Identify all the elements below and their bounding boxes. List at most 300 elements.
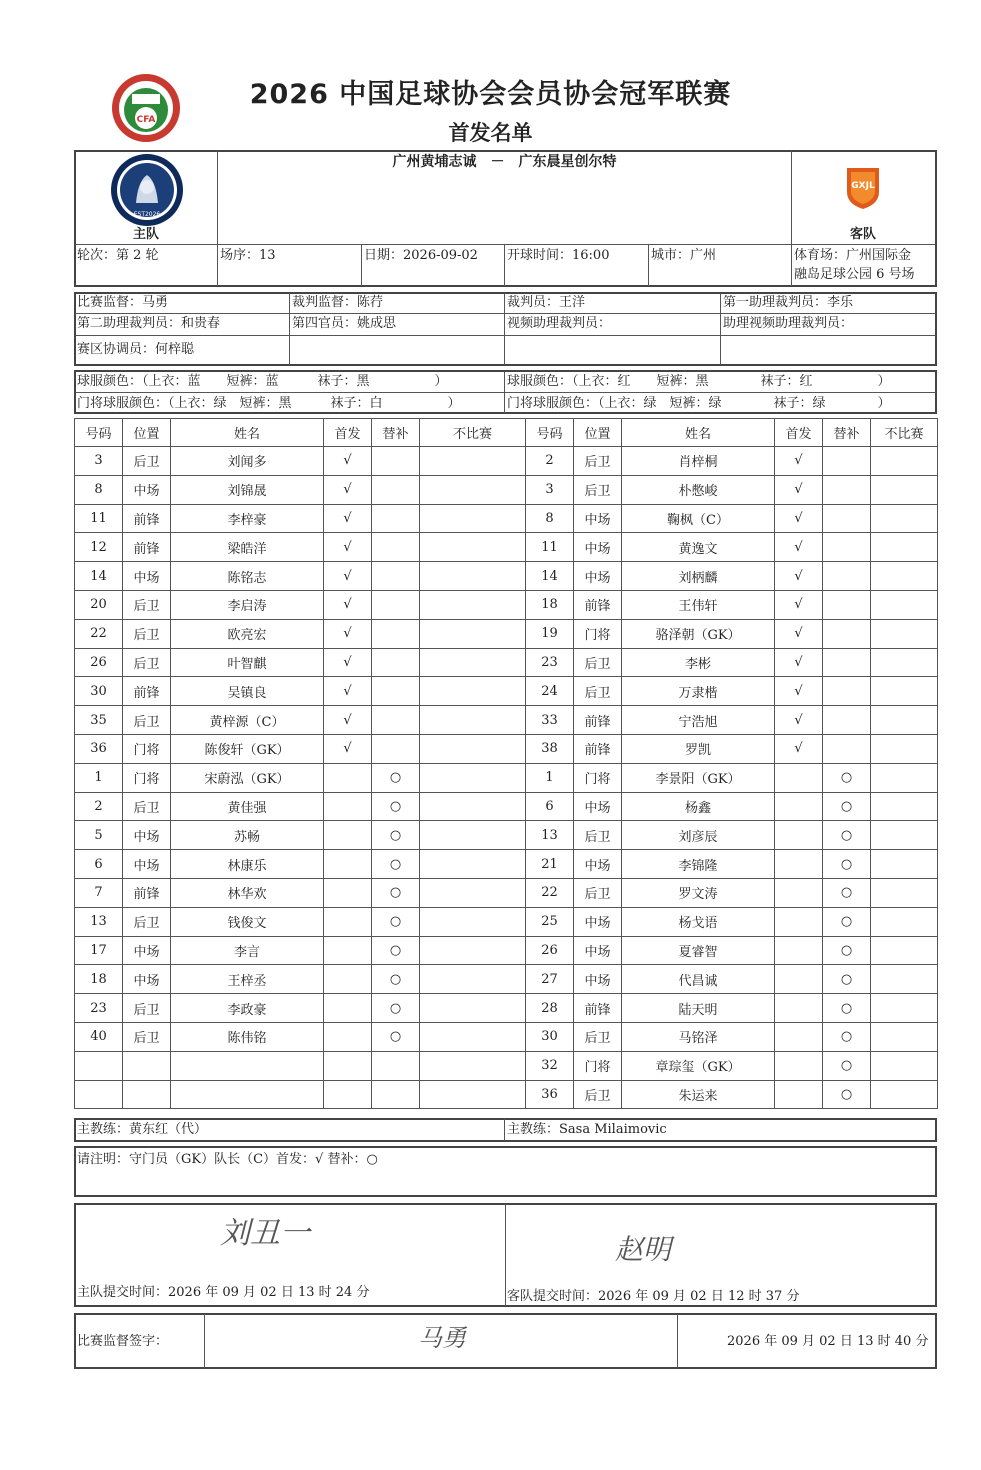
note-text: 请注明：守门员（GK）队长（C）首发：√ 替补：○ [77, 1152, 378, 1167]
player-number: 13 [75, 907, 123, 936]
player-sub: ○ [372, 994, 420, 1023]
player-sub [372, 706, 420, 735]
player-name: 欧亮宏 [171, 619, 324, 648]
player-name: 李梓豪 [171, 504, 324, 533]
player-sub [823, 590, 871, 619]
player-number: 3 [526, 475, 574, 504]
player-position: 前锋 [574, 734, 622, 763]
away-col-position: 位置 [574, 419, 622, 447]
player-starter: √ [775, 706, 823, 735]
player-starter [775, 878, 823, 907]
player-not-playing [871, 619, 938, 648]
player-name: 宁浩旭 [622, 706, 775, 735]
player-sub: ○ [823, 907, 871, 936]
player-name: 林华欢 [171, 878, 324, 907]
player-number [75, 1051, 123, 1080]
player-number: 26 [75, 648, 123, 677]
table-row [75, 533, 526, 562]
player-not-playing [871, 965, 938, 994]
player-sub: ○ [823, 792, 871, 821]
player-sub [372, 475, 420, 504]
player-number: 23 [526, 648, 574, 677]
away-team-logo [843, 166, 883, 210]
home-col-name: 姓名 [171, 419, 324, 447]
player-starter: √ [775, 562, 823, 591]
player-name: 朴憋峻 [622, 475, 775, 504]
player-starter [324, 1080, 372, 1109]
player-position: 后卫 [123, 590, 171, 619]
player-starter: √ [775, 677, 823, 706]
table-row [526, 792, 938, 821]
player-sub: ○ [372, 792, 420, 821]
official-coordinator: 赛区协调员：何梓聪 [77, 342, 195, 357]
player-name: 王伟轩 [622, 590, 775, 619]
player-not-playing [420, 878, 526, 907]
table-row [526, 648, 938, 677]
player-position: 门将 [123, 734, 171, 763]
player-not-playing [871, 590, 938, 619]
player-position: 中场 [123, 850, 171, 879]
player-position: 后卫 [123, 648, 171, 677]
player-number: 11 [526, 533, 574, 562]
player-sub [823, 706, 871, 735]
player-position: 中场 [574, 965, 622, 994]
player-not-playing [871, 792, 938, 821]
match-round: 轮次：第 2 轮 [77, 248, 159, 263]
player-sub: ○ [372, 821, 420, 850]
table-row [75, 734, 526, 763]
player-position: 后卫 [574, 447, 622, 476]
table-row [75, 965, 526, 994]
player-number: 2 [75, 792, 123, 821]
player-starter: √ [775, 475, 823, 504]
player-name: 罗文涛 [622, 878, 775, 907]
player-sub: ○ [372, 1022, 420, 1051]
table-row [526, 475, 938, 504]
player-name: 吴镇良 [171, 677, 324, 706]
player-position: 后卫 [574, 878, 622, 907]
match-date: 日期：2026-09-02 [364, 248, 478, 263]
player-name: 章琮玺（GK） [622, 1051, 775, 1080]
player-not-playing [420, 590, 526, 619]
player-name: 刘闻多 [171, 447, 324, 476]
player-number: 3 [75, 447, 123, 476]
player-not-playing [871, 907, 938, 936]
player-not-playing [420, 936, 526, 965]
player-not-playing [871, 706, 938, 735]
player-number: 14 [75, 562, 123, 591]
player-sub: ○ [372, 965, 420, 994]
table-row [75, 475, 526, 504]
player-name: 代昌诚 [622, 965, 775, 994]
player-not-playing [420, 994, 526, 1023]
table-row [526, 994, 938, 1023]
player-sub [372, 1051, 420, 1080]
player-position: 后卫 [123, 619, 171, 648]
player-number: 18 [526, 590, 574, 619]
home-signature: 刘丑一 [220, 1216, 310, 1251]
player-not-playing [871, 850, 938, 879]
player-number: 1 [526, 763, 574, 792]
player-starter [775, 994, 823, 1023]
player-not-playing [871, 562, 938, 591]
player-position: 中场 [574, 533, 622, 562]
player-name [171, 1080, 324, 1109]
table-row [526, 447, 938, 476]
player-sub: ○ [823, 821, 871, 850]
player-number: 6 [526, 792, 574, 821]
table-row [75, 590, 526, 619]
player-name: 骆泽朝（GK） [622, 619, 775, 648]
player-position: 中场 [574, 562, 622, 591]
player-starter [324, 936, 372, 965]
player-not-playing [871, 475, 938, 504]
away-kit: 球服颜色：（上衣：红 短裤：黑 袜子：红 ） [507, 374, 891, 389]
table-row [75, 447, 526, 476]
player-number: 22 [75, 619, 123, 648]
player-not-playing [420, 1051, 526, 1080]
player-not-playing [420, 475, 526, 504]
player-sub: ○ [823, 994, 871, 1023]
player-sub [372, 447, 420, 476]
player-position: 后卫 [574, 648, 622, 677]
player-starter [324, 1051, 372, 1080]
player-sub: ○ [372, 907, 420, 936]
player-number: 7 [75, 878, 123, 907]
table-row [526, 936, 938, 965]
page-subtitle: 首发名单 [448, 121, 533, 145]
player-starter [775, 1080, 823, 1109]
player-name: 黄逸文 [622, 533, 775, 562]
player-sub: ○ [823, 965, 871, 994]
match-teams: 广州黄埔志诚 － 广东晨星创尔特 [392, 154, 617, 170]
player-number: 23 [75, 994, 123, 1023]
player-sub: ○ [372, 850, 420, 879]
away-col-starter: 首发 [775, 419, 823, 447]
player-number: 11 [75, 504, 123, 533]
player-starter: √ [324, 504, 372, 533]
player-not-playing [420, 677, 526, 706]
player-not-playing [871, 763, 938, 792]
player-name: 刘锦晟 [171, 475, 324, 504]
player-not-playing [871, 1080, 938, 1109]
player-name: 李政豪 [171, 994, 324, 1023]
player-position: 后卫 [123, 994, 171, 1023]
player-starter [775, 1022, 823, 1051]
player-not-playing [420, 706, 526, 735]
player-starter: √ [324, 734, 372, 763]
away-team-label: 客队 [849, 227, 876, 242]
player-position: 前锋 [123, 878, 171, 907]
away-coach: 主教练：Sasa Milaimovic [507, 1122, 667, 1137]
player-number: 6 [75, 850, 123, 879]
player-sub: ○ [823, 1080, 871, 1109]
player-position: 中场 [123, 965, 171, 994]
player-not-playing [871, 447, 938, 476]
page-title: 2026 中国足球协会会员协会冠军联赛 [249, 79, 732, 110]
player-sub [372, 562, 420, 591]
player-sub: ○ [823, 1022, 871, 1051]
match-kickoff: 开球时间：16:00 [507, 248, 610, 263]
player-position: 后卫 [123, 447, 171, 476]
player-name: 王梓丞 [171, 965, 324, 994]
player-sub [823, 677, 871, 706]
table-row [75, 821, 526, 850]
player-name: 钱俊文 [171, 907, 324, 936]
home-submit-time: 主队提交时间：2026 年 09 月 02 日 13 时 24 分 [77, 1285, 370, 1300]
player-number: 30 [526, 1022, 574, 1051]
player-not-playing [871, 878, 938, 907]
player-not-playing [420, 821, 526, 850]
player-number: 26 [526, 936, 574, 965]
player-name: 马铭泽 [622, 1022, 775, 1051]
player-starter [324, 1022, 372, 1051]
match-city: 城市：广州 [651, 248, 717, 263]
player-starter [775, 936, 823, 965]
player-starter [324, 878, 372, 907]
table-row [526, 763, 938, 792]
player-starter: √ [775, 447, 823, 476]
player-not-playing [871, 821, 938, 850]
player-sub: ○ [823, 936, 871, 965]
player-sub [823, 648, 871, 677]
player-sub: ○ [372, 936, 420, 965]
player-name: 林康乐 [171, 850, 324, 879]
table-row [75, 907, 526, 936]
player-sub [823, 619, 871, 648]
player-not-playing [871, 648, 938, 677]
player-not-playing [420, 907, 526, 936]
table-row [526, 677, 938, 706]
player-position: 后卫 [574, 1080, 622, 1109]
table-row [526, 619, 938, 648]
player-name: 陈俊轩（GK） [171, 734, 324, 763]
table-row [526, 878, 938, 907]
table-row [526, 821, 938, 850]
player-sub [823, 734, 871, 763]
player-position: 中场 [574, 504, 622, 533]
player-name: 刘彦辰 [622, 821, 775, 850]
player-number: 2 [526, 447, 574, 476]
away-submit-time: 客队提交时间：2026 年 09 月 02 日 12 时 37 分 [507, 1289, 800, 1304]
table-row [526, 1022, 938, 1051]
player-not-playing [420, 619, 526, 648]
table-row [75, 878, 526, 907]
player-position: 前锋 [123, 677, 171, 706]
player-name: 李锦隆 [622, 850, 775, 879]
player-not-playing [871, 504, 938, 533]
player-sub [372, 533, 420, 562]
player-not-playing [871, 994, 938, 1023]
player-name: 李彬 [622, 648, 775, 677]
player-not-playing [420, 504, 526, 533]
player-number: 27 [526, 965, 574, 994]
player-sub: ○ [823, 1051, 871, 1080]
player-not-playing [871, 734, 938, 763]
player-number: 38 [526, 734, 574, 763]
match-number: 场序：13 [220, 248, 276, 263]
player-position: 后卫 [123, 907, 171, 936]
away-col-sub: 替补 [823, 419, 871, 447]
player-position: 后卫 [123, 792, 171, 821]
table-row [75, 763, 526, 792]
player-starter: √ [324, 648, 372, 677]
away-col-number: 号码 [526, 419, 574, 447]
player-starter: √ [775, 504, 823, 533]
player-name: 苏畅 [171, 821, 324, 850]
table-row [526, 1051, 938, 1080]
table-row [526, 1080, 938, 1109]
home-kit: 球服颜色：（上衣：蓝 短裤：蓝 袜子：黑 ） [77, 374, 448, 389]
player-sub [823, 504, 871, 533]
player-position: 中场 [574, 850, 622, 879]
home-roster-table [74, 418, 526, 1109]
player-starter: √ [324, 447, 372, 476]
home-gk-kit: 门将球服颜色：（上衣：绿 短裤：黑 袜子：白 ） [77, 396, 461, 411]
player-starter [324, 792, 372, 821]
player-position: 前锋 [574, 590, 622, 619]
player-starter: √ [775, 590, 823, 619]
player-number: 20 [75, 590, 123, 619]
table-row [75, 677, 526, 706]
player-position [123, 1051, 171, 1080]
player-name: 叶智麒 [171, 648, 324, 677]
player-position: 门将 [574, 619, 622, 648]
official-fourth: 第四官员：姚成思 [292, 316, 397, 331]
svg-text:CFA: CFA [136, 115, 156, 125]
player-sub [372, 590, 420, 619]
player-not-playing [420, 792, 526, 821]
player-sub [823, 447, 871, 476]
player-position: 前锋 [123, 533, 171, 562]
away-col-name: 姓名 [622, 419, 775, 447]
player-position [123, 1080, 171, 1109]
player-not-playing [871, 936, 938, 965]
player-position: 后卫 [574, 475, 622, 504]
table-row [75, 994, 526, 1023]
home-col-sub: 替补 [372, 419, 420, 447]
home-col-starter: 首发 [324, 419, 372, 447]
player-position: 前锋 [574, 994, 622, 1023]
player-position: 中场 [574, 792, 622, 821]
player-name: 鞠枫（C） [622, 504, 775, 533]
player-sub: ○ [823, 878, 871, 907]
player-name: 杨鑫 [622, 792, 775, 821]
match-stadium-2: 融岛足球公园 6 号场 [794, 267, 915, 282]
player-name: 杨戈语 [622, 907, 775, 936]
supervisor-sign-label: 比赛监督签字： [77, 1334, 169, 1349]
home-col-position: 位置 [123, 419, 171, 447]
player-not-playing [420, 562, 526, 591]
table-row [526, 706, 938, 735]
player-number: 8 [75, 475, 123, 504]
player-name: 李言 [171, 936, 324, 965]
player-number: 32 [526, 1051, 574, 1080]
table-row [75, 1080, 526, 1109]
player-name: 肖梓桐 [622, 447, 775, 476]
player-position: 门将 [123, 763, 171, 792]
player-position: 门将 [574, 1051, 622, 1080]
table-row [526, 504, 938, 533]
player-position: 后卫 [574, 821, 622, 850]
table-row [75, 619, 526, 648]
player-name: 黄梓源（C） [171, 706, 324, 735]
player-starter [775, 1051, 823, 1080]
player-not-playing [420, 734, 526, 763]
player-not-playing [420, 965, 526, 994]
away-col-not-playing: 不比赛 [871, 419, 938, 447]
home-coach: 主教练：黄东红（代） [77, 1122, 208, 1137]
player-number: 24 [526, 677, 574, 706]
player-number [75, 1080, 123, 1109]
table-row [526, 850, 938, 879]
player-not-playing [871, 1051, 938, 1080]
player-starter [324, 994, 372, 1023]
player-number: 21 [526, 850, 574, 879]
player-number: 40 [75, 1022, 123, 1051]
player-starter: √ [324, 706, 372, 735]
player-not-playing [420, 1080, 526, 1109]
svg-text:GXJL: GXJL [851, 181, 875, 191]
player-sub: ○ [372, 763, 420, 792]
table-row [526, 590, 938, 619]
player-position: 后卫 [123, 1022, 171, 1051]
player-not-playing [420, 533, 526, 562]
player-starter [324, 907, 372, 936]
player-not-playing [871, 677, 938, 706]
player-sub: ○ [823, 763, 871, 792]
player-not-playing [420, 447, 526, 476]
player-not-playing [420, 763, 526, 792]
official-avar: 助理视频助理裁判员： [723, 316, 854, 331]
match-stadium-1: 体育场：广州国际金 [794, 248, 912, 263]
official-ar1: 第一助理裁判员：李乐 [723, 295, 854, 310]
table-row [75, 792, 526, 821]
official-referee-supervisor: 裁判监督：陈荇 [292, 295, 384, 310]
player-sub [372, 677, 420, 706]
player-number: 12 [75, 533, 123, 562]
table-row [75, 562, 526, 591]
player-sub [823, 562, 871, 591]
player-name: 陈铭志 [171, 562, 324, 591]
table-row [526, 533, 938, 562]
player-number: 13 [526, 821, 574, 850]
player-number: 1 [75, 763, 123, 792]
player-sub [823, 475, 871, 504]
player-number: 22 [526, 878, 574, 907]
player-starter [775, 965, 823, 994]
official-supervisor: 比赛监督：马勇 [77, 295, 169, 310]
table-row [75, 936, 526, 965]
official-referee: 裁判员：王洋 [507, 295, 586, 310]
away-gk-kit: 门将球服颜色：（上衣：绿 短裤：绿 袜子：绿 ） [507, 396, 891, 411]
table-row [75, 850, 526, 879]
player-starter: √ [775, 734, 823, 763]
player-sub [372, 619, 420, 648]
player-name: 陆天明 [622, 994, 775, 1023]
player-position: 中场 [123, 936, 171, 965]
player-not-playing [420, 648, 526, 677]
player-number: 33 [526, 706, 574, 735]
player-position: 中场 [574, 936, 622, 965]
player-position: 中场 [123, 475, 171, 504]
player-starter [324, 850, 372, 879]
player-starter: √ [324, 562, 372, 591]
supervisor-sign-time: 2026 年 09 月 02 日 13 时 40 分 [727, 1334, 929, 1349]
table-row [526, 734, 938, 763]
player-starter: √ [775, 648, 823, 677]
player-name: 梁皓洋 [171, 533, 324, 562]
